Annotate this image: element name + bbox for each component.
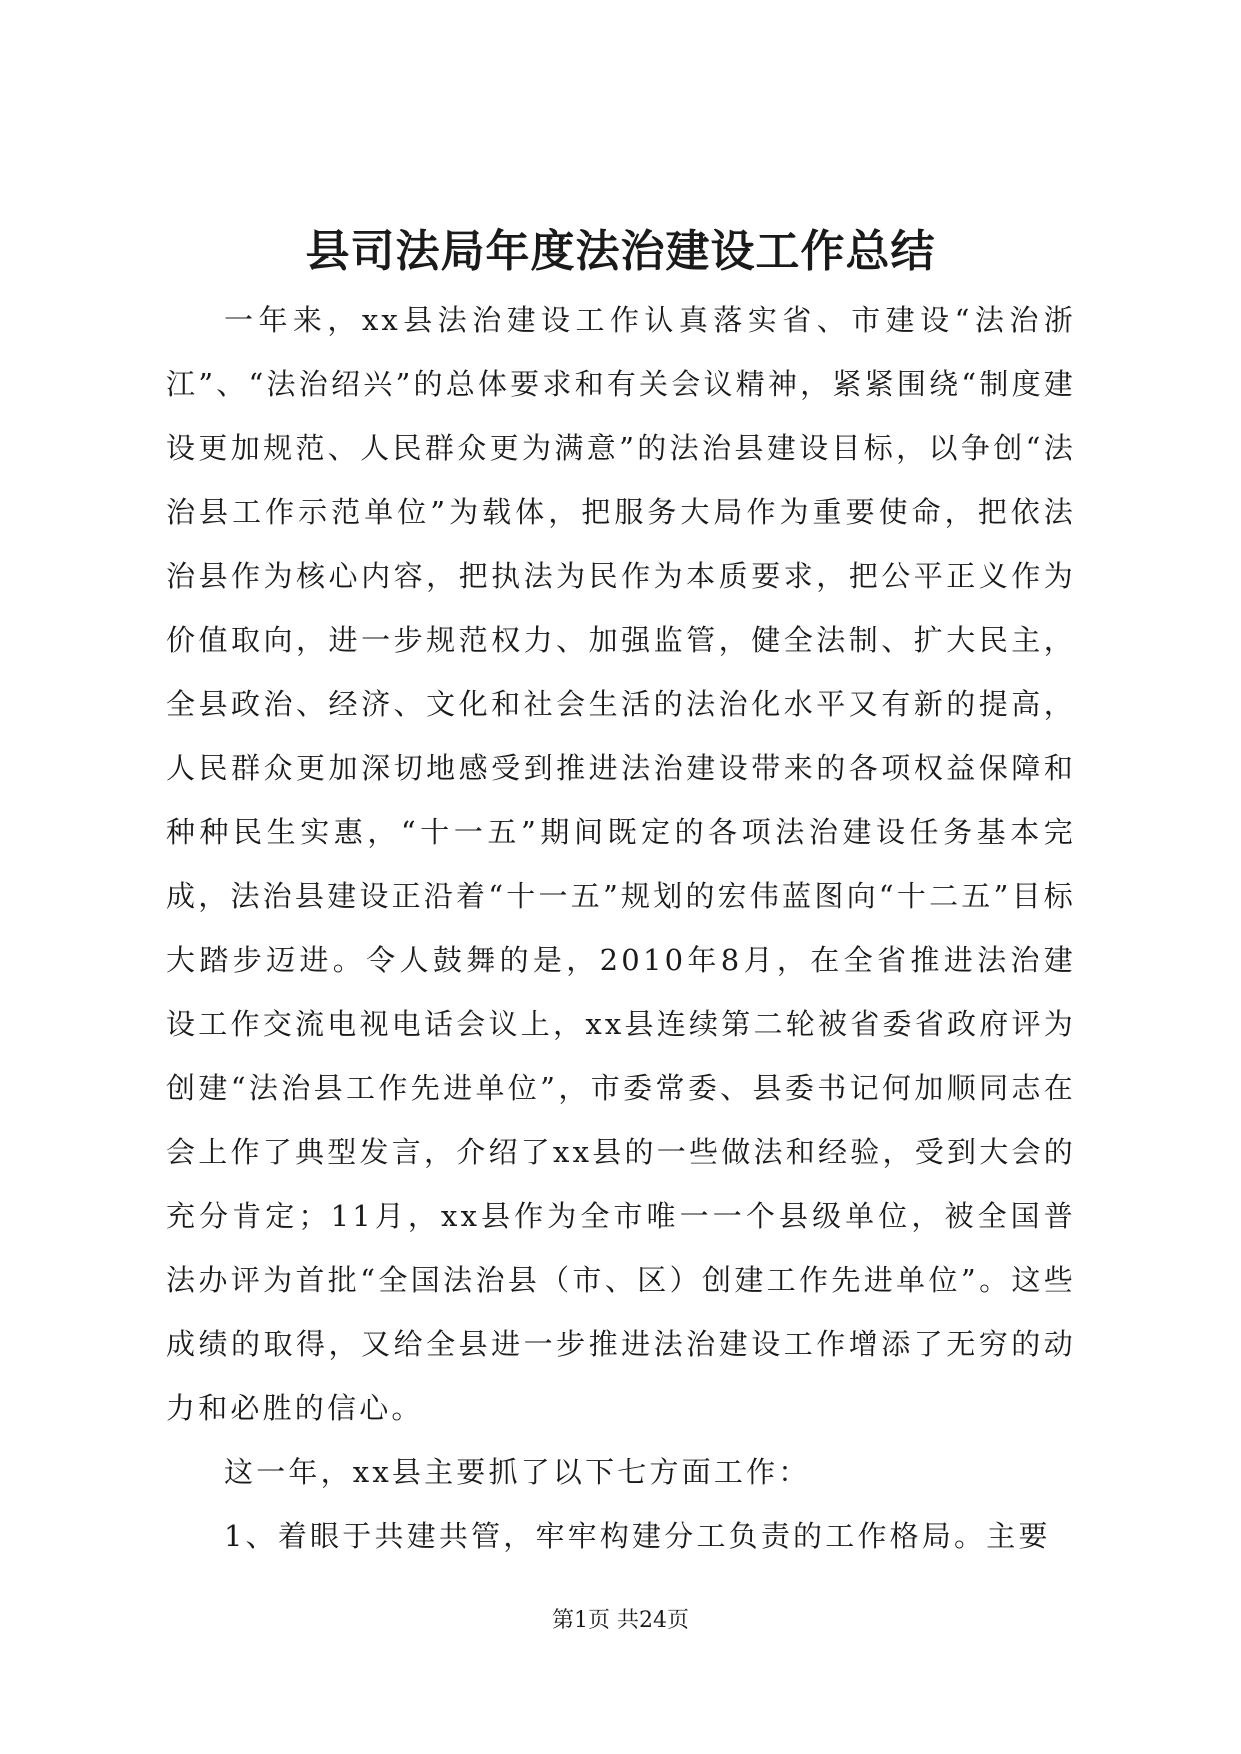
document-body <box>166 288 1076 1568</box>
document-title: 县司法局年度法治建设工作总结 <box>305 226 936 277</box>
paragraph-item-1: 1、着眼于共建共管，牢牢构建分工负责的工作格局。主要 <box>224 1519 1051 1553</box>
paragraph-summary-lead: 这一年，xx县主要抓了以下七方面工作： <box>224 1455 811 1489</box>
paragraph-intro: 一年来，xx县法治建设工作认真落实省、市建设“法治浙江”、“法治绍兴”的总体要求和有关会议精神，紧紧围绕“制度建设更加规范、人民群众更为满意”的法治县建设目标，以争创“法治县工作示范单位”为载体，把服务大局作为重要使命，把依法治县作为核心内容，把执法为民作为本质要求，把公平正义作为价值取向，进一步规范权力、加强监管，健全法制、扩大民主，全县政治、经济、文化和社会生活的法治化水平又有新的提高，人民群众更加深切地感受到推进法治建设带来的各项权益保障和种种民生实惠，“十一五”期间既定的各项法治建设任务基本完成，法治县建设正沿着“十一五”规划的宏伟蓝图向“十二五”目标大踏步迈进。令人鼓舞的是，2010年8月，在全省推进法治建设工作交流电视电话会议上，xx县连续第二轮被省委省政府评为创建“法治县工作先进单位”，市委常委、县委书记何加顺同志在会上作了典型发言，介绍了xx县的一些做法和经验，受到大会的充分肯定；11月，xx县作为全市唯一一个县级单位，被全国普法办评为首批“全国法治县（市、区）创建工作先进单位”。这些成绩的取得，又给全县进一步推进法治建设工作增添了无穷的动力和必胜的信心。 <box>166 303 1076 1425</box>
page-footer: 第1页 共24页 <box>552 1608 689 1633</box>
